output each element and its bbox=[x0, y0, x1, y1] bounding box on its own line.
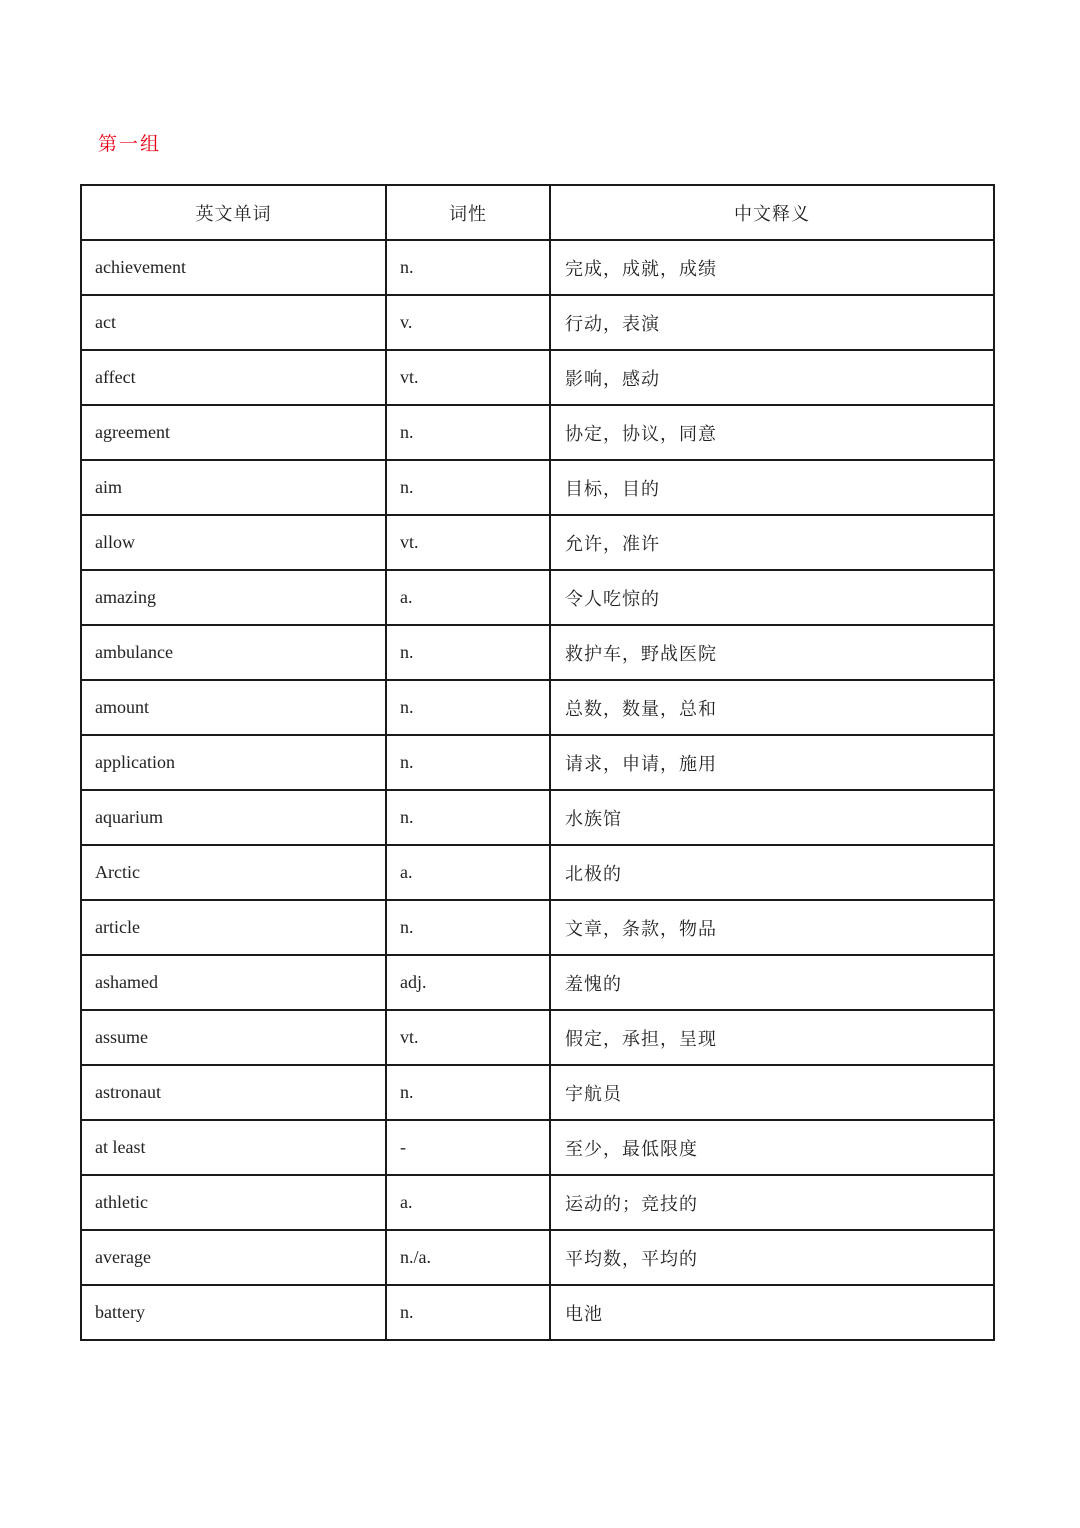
cell-part-of-speech: n. bbox=[386, 735, 550, 790]
table-row bbox=[81, 900, 994, 955]
header-row bbox=[81, 185, 994, 240]
cell-part-of-speech: vt. bbox=[386, 515, 550, 570]
cell-chinese-meaning: 影响，感动 bbox=[550, 350, 994, 405]
cell-chinese-meaning: 平均数，平均的 bbox=[550, 1230, 994, 1285]
cell-chinese-meaning: 救护车，野战医院 bbox=[550, 625, 994, 680]
cell-english-word: affect bbox=[81, 350, 386, 405]
cell-part-of-speech: a. bbox=[386, 1175, 550, 1230]
cell-chinese-meaning: 令人吃惊的 bbox=[550, 570, 994, 625]
cell-english-word: aquarium bbox=[81, 790, 386, 845]
cell-part-of-speech: n. bbox=[386, 1285, 550, 1340]
header-part-of-speech: 词性 bbox=[386, 185, 550, 240]
table-row bbox=[81, 955, 994, 1010]
table-row bbox=[81, 1065, 994, 1120]
cell-english-word: article bbox=[81, 900, 386, 955]
cell-part-of-speech: n. bbox=[386, 460, 550, 515]
table-header bbox=[81, 185, 994, 240]
table-row bbox=[81, 625, 994, 680]
vocabulary-table bbox=[80, 184, 995, 1341]
cell-english-word: battery bbox=[81, 1285, 386, 1340]
cell-english-word: allow bbox=[81, 515, 386, 570]
cell-english-word: ashamed bbox=[81, 955, 386, 1010]
cell-part-of-speech: vt. bbox=[386, 350, 550, 405]
table-row bbox=[81, 1230, 994, 1285]
cell-part-of-speech: n. bbox=[386, 625, 550, 680]
header-chinese-meaning: 中文释义 bbox=[550, 185, 994, 240]
table-row bbox=[81, 460, 994, 515]
cell-english-word: amazing bbox=[81, 570, 386, 625]
cell-english-word: Arctic bbox=[81, 845, 386, 900]
cell-chinese-meaning: 宇航员 bbox=[550, 1065, 994, 1120]
cell-chinese-meaning: 完成，成就，成绩 bbox=[550, 240, 994, 295]
cell-part-of-speech: n. bbox=[386, 1065, 550, 1120]
cell-part-of-speech: a. bbox=[386, 570, 550, 625]
cell-english-word: at least bbox=[81, 1120, 386, 1175]
cell-english-word: athletic bbox=[81, 1175, 386, 1230]
table-row bbox=[81, 1285, 994, 1340]
cell-chinese-meaning: 假定，承担，呈现 bbox=[550, 1010, 994, 1065]
table-row bbox=[81, 405, 994, 460]
cell-english-word: aim bbox=[81, 460, 386, 515]
cell-english-word: act bbox=[81, 295, 386, 350]
cell-chinese-meaning: 羞愧的 bbox=[550, 955, 994, 1010]
cell-part-of-speech: n. bbox=[386, 900, 550, 955]
cell-part-of-speech: a. bbox=[386, 845, 550, 900]
cell-chinese-meaning: 总数，数量，总和 bbox=[550, 680, 994, 735]
cell-part-of-speech: n. bbox=[386, 240, 550, 295]
cell-part-of-speech: n. bbox=[386, 405, 550, 460]
cell-chinese-meaning: 电池 bbox=[550, 1285, 994, 1340]
cell-chinese-meaning: 目标，目的 bbox=[550, 460, 994, 515]
cell-english-word: application bbox=[81, 735, 386, 790]
cell-part-of-speech: n. bbox=[386, 680, 550, 735]
cell-chinese-meaning: 请求，申请，施用 bbox=[550, 735, 994, 790]
table-row bbox=[81, 1010, 994, 1065]
cell-part-of-speech: adj. bbox=[386, 955, 550, 1010]
table-row bbox=[81, 845, 994, 900]
cell-chinese-meaning: 协定，协议，同意 bbox=[550, 405, 994, 460]
table-row bbox=[81, 735, 994, 790]
cell-chinese-meaning: 行动，表演 bbox=[550, 295, 994, 350]
cell-part-of-speech: v. bbox=[386, 295, 550, 350]
table-row bbox=[81, 680, 994, 735]
cell-chinese-meaning: 运动的；竞技的 bbox=[550, 1175, 994, 1230]
cell-english-word: astronaut bbox=[81, 1065, 386, 1120]
table-row bbox=[81, 240, 994, 295]
table-body bbox=[81, 240, 994, 1340]
table-row bbox=[81, 790, 994, 845]
header-english-word: 英文单词 bbox=[81, 185, 386, 240]
cell-chinese-meaning: 允许，准许 bbox=[550, 515, 994, 570]
table-row bbox=[81, 515, 994, 570]
section-title: 第一组 bbox=[98, 133, 162, 155]
table-row bbox=[81, 570, 994, 625]
cell-english-word: agreement bbox=[81, 405, 386, 460]
table-row bbox=[81, 350, 994, 405]
table-row bbox=[81, 1175, 994, 1230]
cell-english-word: ambulance bbox=[81, 625, 386, 680]
cell-chinese-meaning: 文章，条款，物品 bbox=[550, 900, 994, 955]
table-row bbox=[81, 1120, 994, 1175]
cell-part-of-speech: n./a. bbox=[386, 1230, 550, 1285]
cell-part-of-speech: - bbox=[386, 1120, 550, 1175]
cell-chinese-meaning: 北极的 bbox=[550, 845, 994, 900]
cell-chinese-meaning: 至少，最低限度 bbox=[550, 1120, 994, 1175]
cell-chinese-meaning: 水族馆 bbox=[550, 790, 994, 845]
cell-english-word: assume bbox=[81, 1010, 386, 1065]
cell-part-of-speech: vt. bbox=[386, 1010, 550, 1065]
cell-english-word: amount bbox=[81, 680, 386, 735]
cell-english-word: average bbox=[81, 1230, 386, 1285]
cell-english-word: achievement bbox=[81, 240, 386, 295]
cell-part-of-speech: n. bbox=[386, 790, 550, 845]
table-row bbox=[81, 295, 994, 350]
